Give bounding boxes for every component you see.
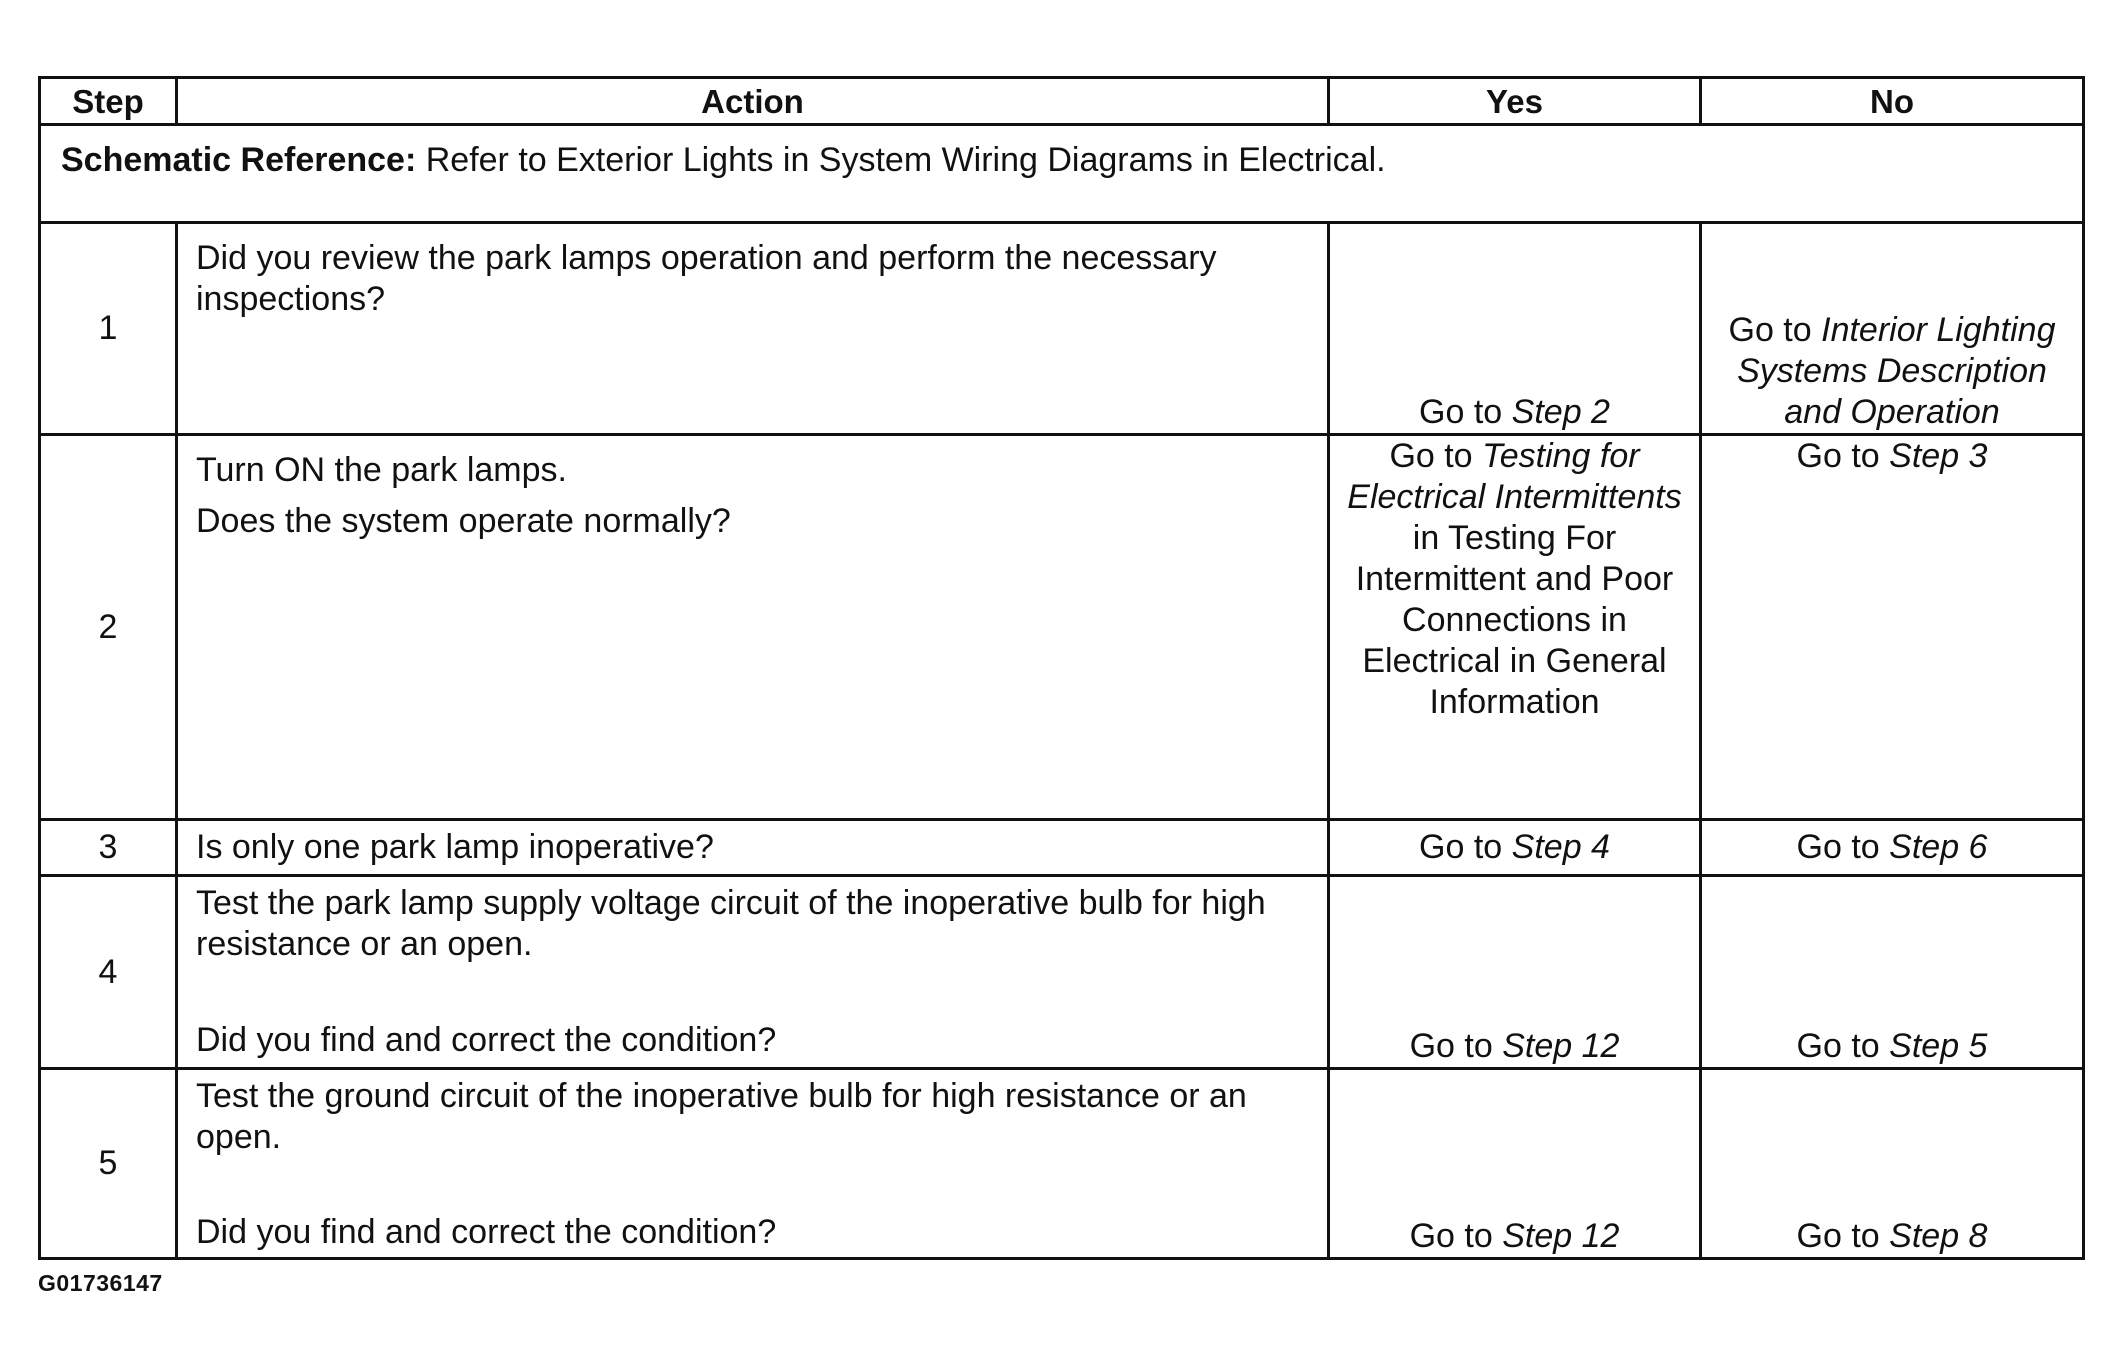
yes-prefix: Go to — [1419, 393, 1503, 431]
yes-prefix: Go to — [1409, 1027, 1493, 1065]
action-line: Turn ON the park lamps. — [196, 451, 567, 489]
step-number: 4 — [40, 876, 177, 1069]
action-text — [177, 435, 1329, 820]
step-number: 1 — [40, 223, 177, 435]
no-result — [1701, 1069, 2084, 1259]
schematic-reference-row — [40, 125, 2084, 223]
no-result — [1701, 223, 2084, 435]
header-no: No — [1701, 78, 2084, 125]
no-link[interactable]: Step 3 — [1889, 437, 1988, 475]
schematic-reference-text: Refer to Exterior Lights in System Wiring Diagrams in Electrical. — [425, 141, 1386, 179]
step-number: 3 — [40, 820, 177, 876]
table-row — [40, 435, 2084, 820]
yes-link[interactable]: Step 12 — [1502, 1217, 1620, 1255]
yes-result — [1329, 820, 1701, 876]
yes-suffix: in Testing For Intermittent and Poor Connections in Electrical in General Information — [1355, 519, 1674, 721]
yes-link[interactable]: Testing for Electrical Intermittents — [1347, 437, 1682, 516]
action-text — [177, 876, 1329, 1069]
no-result — [1701, 876, 2084, 1069]
figure-id: G01736147 — [38, 1270, 163, 1296]
table-row — [40, 1069, 2084, 1259]
yes-link[interactable]: Step 12 — [1502, 1027, 1620, 1065]
no-result — [1701, 435, 2084, 820]
yes-result — [1329, 876, 1701, 1069]
no-link[interactable]: Step 8 — [1889, 1217, 1988, 1255]
header-step: Step — [40, 78, 177, 125]
action-line: Test the ground circuit of the inoperative bulb for high resistance or an open. — [196, 1077, 1247, 1156]
yes-result — [1329, 223, 1701, 435]
table-row — [40, 876, 2084, 1069]
no-link[interactable]: Interior Lighting Systems Description and Operation — [1737, 311, 2056, 431]
schematic-reference-label: Schematic Reference: — [61, 141, 417, 179]
no-link[interactable]: Step 6 — [1889, 828, 1988, 866]
header-row — [40, 78, 2084, 125]
yes-result — [1329, 1069, 1701, 1259]
no-prefix: Go to — [1728, 311, 1812, 349]
action-line: Test the park lamp supply voltage circuit of the inoperative bulb for high resistance or an open. — [196, 884, 1266, 963]
no-prefix: Go to — [1796, 437, 1880, 475]
yes-prefix: Go to — [1419, 828, 1503, 866]
header-action: Action — [177, 78, 1329, 125]
action-question: Did you find and correct the condition? — [196, 1213, 777, 1251]
step-number: 2 — [40, 435, 177, 820]
no-prefix: Go to — [1796, 828, 1880, 866]
no-prefix: Go to — [1796, 1027, 1880, 1065]
action-text: Did you review the park lamps operation and perform the necessary inspections? — [177, 223, 1329, 435]
header-yes: Yes — [1329, 78, 1701, 125]
no-result — [1701, 820, 2084, 876]
yes-prefix: Go to — [1389, 437, 1473, 475]
no-link[interactable]: Step 5 — [1889, 1027, 1988, 1065]
yes-link[interactable]: Step 4 — [1511, 828, 1610, 866]
table-row — [40, 223, 2084, 435]
yes-prefix: Go to — [1409, 1217, 1493, 1255]
yes-link[interactable]: Step 2 — [1511, 393, 1610, 431]
action-text: Is only one park lamp inoperative? — [177, 820, 1329, 876]
no-prefix: Go to — [1796, 1217, 1880, 1255]
diagnostic-table — [38, 76, 2085, 1260]
yes-result — [1329, 435, 1701, 820]
action-question: Did you find and correct the condition? — [196, 1021, 777, 1059]
step-number: 5 — [40, 1069, 177, 1259]
action-question: Does the system operate normally? — [196, 502, 731, 540]
table-row — [40, 820, 2084, 876]
action-text — [177, 1069, 1329, 1259]
schematic-reference-cell — [40, 125, 2084, 223]
